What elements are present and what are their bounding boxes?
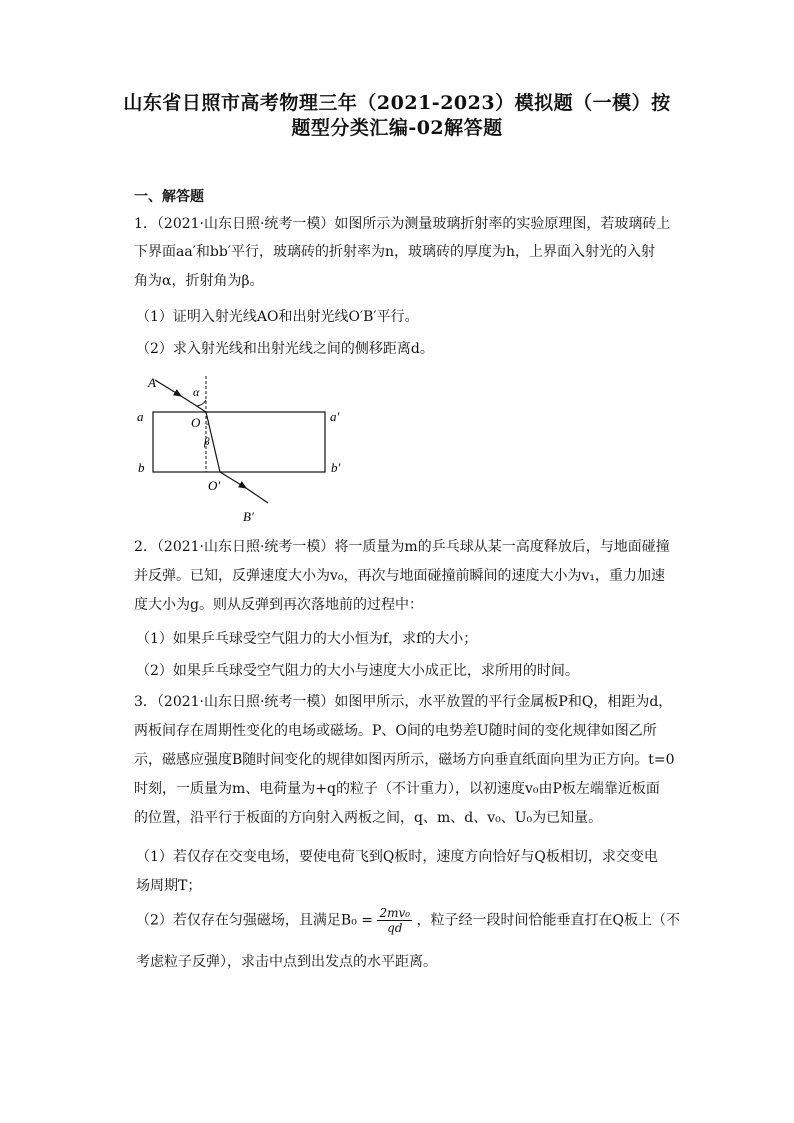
label-O: O <box>191 415 201 430</box>
glass-block <box>153 412 325 472</box>
alpha-arc <box>196 400 206 406</box>
doc-title-line2: 题型分类汇编-02解答题 <box>291 117 503 139</box>
q2-sub2: （2）如果乒乓球受空气阻力的大小与速度大小成正比，求所用的时间。 <box>136 663 579 679</box>
label-B-prime: B′ <box>243 509 254 524</box>
label-a: a <box>137 409 144 424</box>
q1-sub1: （1）证明入射光线AO和出射光线O′B′平行。 <box>136 309 419 325</box>
refraction-diagram <box>130 366 360 526</box>
q3-sub2-post: ，粒子经一段时间恰能垂直打在Q板上（不 <box>416 912 680 929</box>
q3-line5: 的位置，沿平行于板面的方向射入两板之间，q、m、d、v₀、U₀为已知量。 <box>134 810 603 826</box>
label-A: A <box>148 375 156 390</box>
b0-fraction <box>377 906 412 935</box>
q2-sub1: （1）如果乒乓球受空气阻力的大小恒为f，求f的大小； <box>136 631 478 647</box>
q3-line4: 时刻，一质量为m、电荷量为+q的粒子（不计重力），以初速度v₀由P板左端靠近板面 <box>134 781 660 797</box>
label-O-prime: O′ <box>208 478 221 493</box>
q3-sub1-line1: （1）若仅存在交变电场，要使电荷飞到Q板时，速度方向恰好与Q板相切，求交变电 <box>136 849 658 865</box>
section-heading: 一、解答题 <box>134 189 204 205</box>
doc-title-line1: 山东省日照市高考物理三年（2021-2023）模拟题（一模）按 <box>123 92 671 114</box>
q3-sub1-line2: 场周期T； <box>136 878 202 894</box>
label-a-prime: a′ <box>330 409 340 424</box>
fraction-denominator: qd <box>387 921 403 935</box>
q1-line3: 角为α，折射角为β。 <box>134 273 264 289</box>
q2-line1: 2．（2021·山东日照·统考一模）将一质量为m的乒乓球从某一高度释放后，与地面碰撞 <box>134 539 670 555</box>
q1-line2: 下界面aa′和bb′平行，玻璃砖的折射率为n，玻璃砖的厚度为h，上界面入射光的入射 <box>134 244 656 260</box>
emergent-ray-arrow <box>220 472 246 488</box>
label-beta: β <box>204 436 210 448</box>
q3-sub2-line2: 考虑粒子反弹），求击中点到出发点的水平距离。 <box>136 954 437 970</box>
label-b: b <box>138 460 145 475</box>
q2-line2: 并反弹。已知，反弹速度大小为v₀，再次与地面碰撞前瞬间的速度大小为v₁，重力加速 <box>134 568 666 584</box>
q1-sub2: （2）求入射光线和出射光线之间的侧移距离d。 <box>136 341 434 357</box>
fraction-numerator: 2mv₀ <box>379 906 411 920</box>
incident-ray-arrow <box>155 380 181 396</box>
q2-line3: 度大小为g。则从反弹到再次落地前的过程中： <box>134 597 423 613</box>
q3-sub2-line1 <box>136 906 680 935</box>
label-b-prime: b′ <box>331 460 341 475</box>
q3-line2: 两板间存在周期性变化的电场或磁场。P、O间的电势差U随时间的变化规律如图乙所 <box>134 723 657 739</box>
q3-sub2-pre: （2）若仅存在匀强磁场，且满足B₀ = <box>136 912 373 929</box>
q3-line1: 3．（2021·山东日照·统考一模）如图甲所示，水平放置的平行金属板P和Q，相距为d， <box>134 694 673 710</box>
label-alpha: α <box>193 385 200 399</box>
q3-line3: 示，磁感应强度B随时间变化的规律如图丙所示，磁场方向垂直纸面向里为正方向。t=0 <box>134 752 675 768</box>
emergent-ray <box>246 488 268 503</box>
q1-line1: 1．（2021·山东日照·统考一模）如图所示为测量玻璃折射率的实验原理图，若玻璃砖上 <box>134 216 671 232</box>
